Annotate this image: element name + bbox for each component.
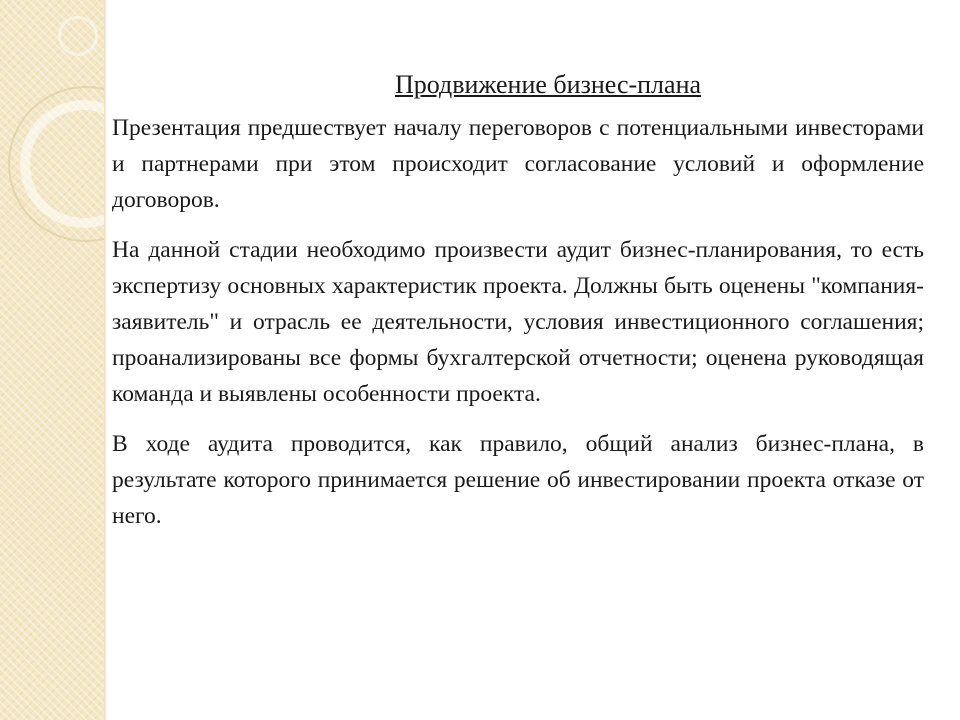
paragraph-audit-result: В ходе аудита проводится, как правило, общий анализ бизнес-плана, в результате которого принимается решение об инвестировании проекта отказе от него. (112, 430, 924, 529)
paragraph-audit-stage: На данной стадии необходимо произвести аудит бизнес-планирования, то есть экспертизу основных характеристик проекта. Должны быть оценены "компания-заявитель" и отрасль ее деятельности, условия инвестиционного соглашения; проанализированы все формы бухгалтерской отчетности; оценена руководящая команда и выявлены особенности проекта. (112, 236, 924, 407)
slide-content (112, 68, 924, 548)
decorative-circle-small (58, 16, 98, 56)
paragraph-presentation: Презентация предшествует началу переговоров с потенциальными инвесторами и партнерами при этом происходит согласование условий и оформление договоров. (112, 114, 924, 213)
strip-edge (104, 0, 107, 720)
slide-title: Продвижение бизнес-плана (394, 70, 702, 99)
decorative-side-strip (0, 0, 104, 720)
